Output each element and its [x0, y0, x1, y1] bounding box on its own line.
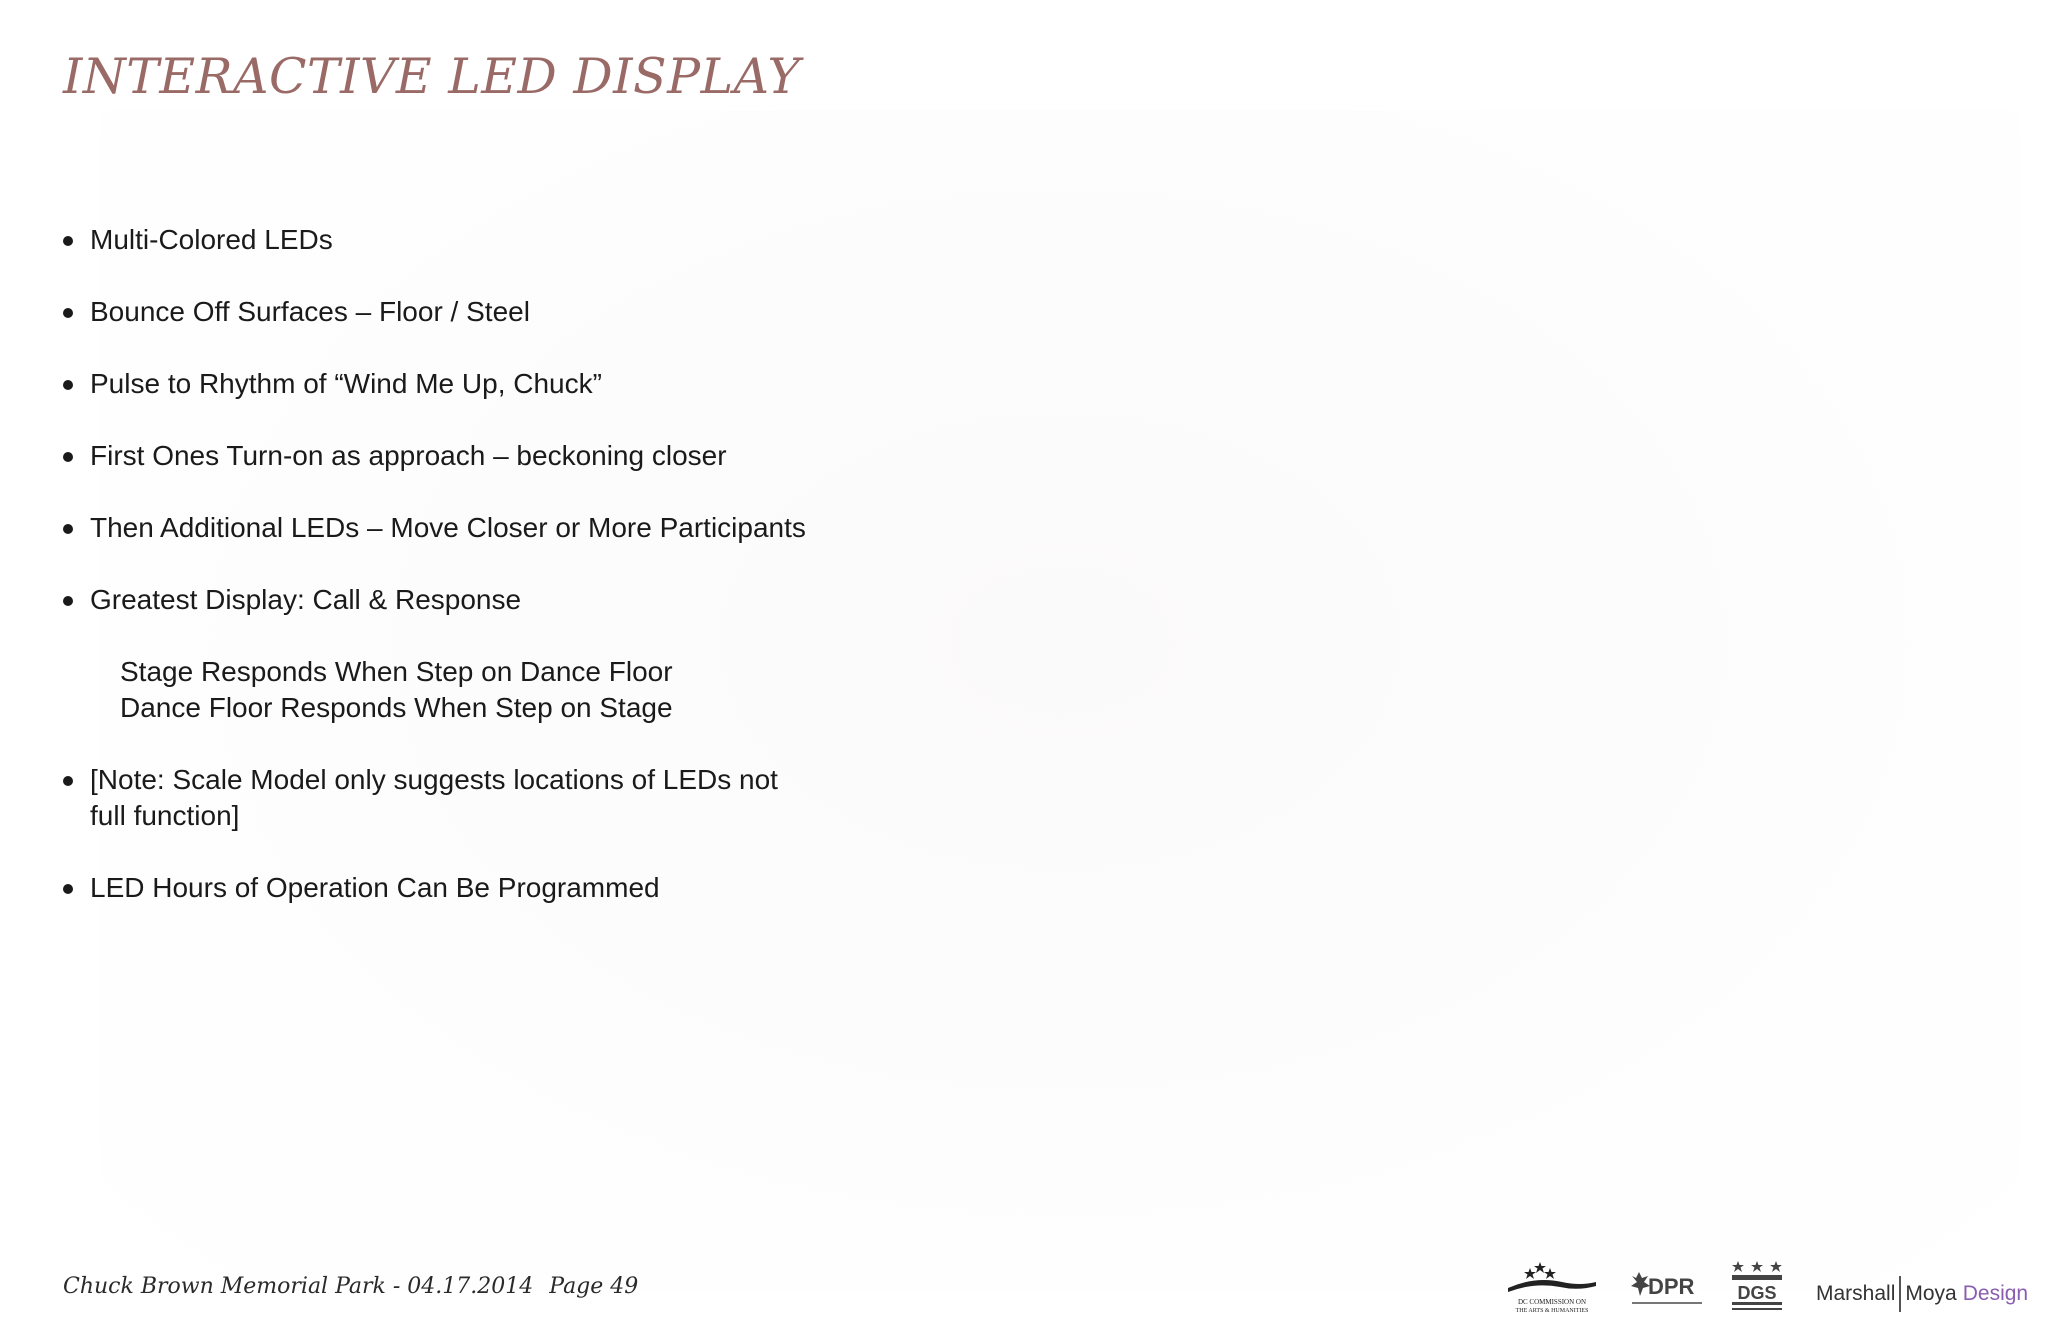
bullet-icon	[63, 884, 73, 894]
bullet-text: Bounce Off Surfaces – Floor / Steel	[90, 296, 530, 327]
bullet-text: Multi-Colored LEDs	[90, 224, 333, 255]
bullet-item	[60, 438, 820, 474]
bullet-icon	[63, 380, 73, 390]
dc-commission-line1: DC COMMISSION ON	[1517, 1298, 1587, 1306]
bullet-item	[60, 510, 820, 546]
bullet-icon	[63, 236, 73, 246]
bullet-text: Then Additional LEDs – Move Closer or More Participants	[90, 512, 806, 543]
bullet-text: LED Hours of Operation Can Be Programmed	[90, 872, 660, 903]
bullet-item	[60, 582, 820, 618]
sub-bullet-block	[60, 654, 820, 726]
mmd-moya: Moya	[1905, 1282, 1957, 1305]
bullet-item	[60, 294, 820, 330]
bullet-icon	[63, 452, 73, 462]
dpr-logo-icon	[1628, 1264, 1704, 1314]
sub-bullet-line: Dance Floor Responds When Step on Stage	[120, 692, 673, 723]
bullet-item	[60, 366, 820, 402]
sub-bullet-line: Stage Responds When Step on Dance Floor	[120, 656, 673, 687]
marshall-moya-design-logo	[1816, 1276, 2028, 1312]
partner-logos	[1500, 1258, 2029, 1318]
bullet-text: Greatest Display: Call & Response	[90, 584, 522, 615]
mmd-separator	[1899, 1276, 1901, 1312]
dc-commission-line2: THE ARTS & HUMANITIES	[1515, 1308, 1589, 1314]
dgs-label: DGS	[1737, 1283, 1777, 1303]
bullet-text: Pulse to Rhythm of “Wind Me Up, Chuck”	[90, 368, 602, 399]
bullet-icon	[63, 524, 73, 534]
bullet-icon	[63, 308, 73, 318]
dgs-logo-icon	[1728, 1258, 1786, 1316]
mmd-design: Design	[1962, 1282, 2029, 1305]
bullet-text: [Note: Scale Model only suggests locations of LEDs not full function]	[90, 764, 778, 831]
bullet-text: First Ones Turn-on as approach – beckoning closer	[90, 440, 727, 471]
slide-title: INTERACTIVE LED DISPLAY	[63, 48, 801, 105]
footer-page-number: Page 49	[549, 1274, 639, 1299]
bullet-item	[60, 762, 820, 834]
bullet-icon	[63, 776, 73, 786]
bullet-list	[60, 222, 820, 942]
bullet-icon	[63, 596, 73, 606]
footer-project: Chuck Brown Memorial Park - 04.17.2014	[63, 1274, 534, 1299]
footer	[63, 1274, 638, 1299]
dc-commission-logo-icon	[1500, 1258, 1605, 1316]
bullet-item	[60, 870, 820, 906]
bullet-item	[60, 222, 820, 258]
dpr-label: DPR	[1648, 1274, 1695, 1299]
mmd-marshall: Marshall	[1816, 1282, 1896, 1305]
